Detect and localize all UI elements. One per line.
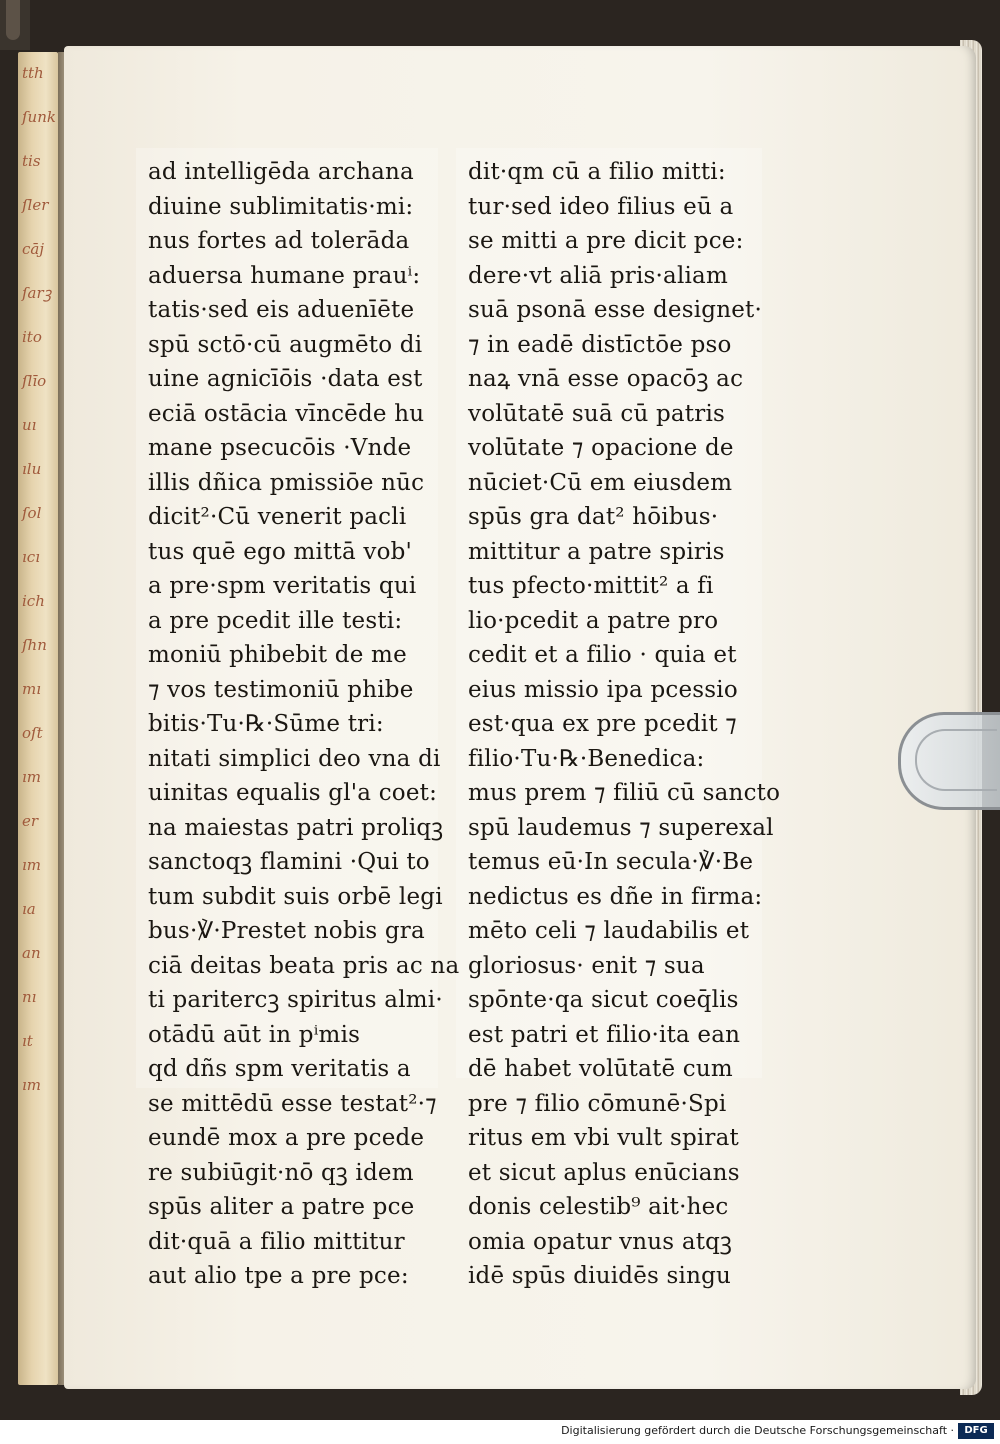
text-line: temus eū·In secula·℣·Be	[468, 849, 754, 875]
text-line: tatis·sed eis aduenīēte	[148, 297, 415, 323]
bookmark-clip	[898, 712, 1000, 810]
text-line: est patri et filio·ita ean	[468, 1021, 741, 1048]
text-line: uinitas equalis gl'a coet:	[148, 780, 438, 806]
text-line: ritus em vbi vult spirat	[468, 1125, 739, 1151]
strip-fragment: ıt	[22, 1032, 33, 1050]
text-line: sanctoqꝫ flamini ·Qui to	[148, 849, 430, 875]
text-line: dē habet volūtatē cum	[468, 1056, 733, 1082]
text-line: dere·vt aliā pris·aliam	[468, 262, 728, 289]
dfg-logo: DFG	[958, 1423, 994, 1439]
text-line: nus fortes ad tolerāda	[148, 228, 410, 254]
previous-page-edge	[18, 52, 58, 1385]
text-line: cedit et a filio · quia et	[468, 642, 737, 668]
text-line: diuine sublimitatis·mi:	[148, 193, 414, 220]
text-line: nitati simplici deo vna di	[148, 745, 441, 772]
text-line: tum subdit suis orbē legi	[148, 883, 443, 910]
text-line: mus prem ⁊ filiū cū sancto	[468, 780, 781, 806]
text-line: ti paritercꝫ spiritus almi·	[148, 987, 443, 1013]
text-line: ⁊ vos testimoniū phibe	[148, 676, 414, 703]
right-text-column	[468, 155, 781, 1289]
strip-fragment: ſarꝫ	[22, 284, 52, 302]
strip-fragment: ım	[22, 1076, 42, 1094]
text-line: dit·quā a filio mittitur	[148, 1228, 405, 1255]
text-line: tus quē ego mittā vob'	[148, 538, 413, 565]
text-line: spōnte·qa sicut coeq̄lis	[468, 987, 739, 1013]
text-line: donis celestib⁹ ait·hec	[468, 1194, 729, 1220]
text-line: se mitti a pre dicit pce:	[468, 228, 744, 254]
text-line: volūtatē suā cū patris	[468, 400, 726, 427]
text-line: a pre·spm veritatis qui	[148, 573, 417, 599]
text-line: spū sctō·cū augmēto di	[148, 331, 423, 358]
strip-fragment: ito	[22, 328, 42, 346]
text-line: naꝝ vnā esse opacōꝫ ac	[468, 366, 744, 392]
text-line: dit·qm cū a filio mitti:	[468, 159, 726, 185]
text-line: gloriosus· enit ⁊ sua	[468, 952, 705, 979]
strip-fragment: uı	[22, 416, 37, 434]
text-line: volūtate ⁊ opacione de	[468, 435, 734, 461]
text-line: bitis·Tu·℞·Sūme tri:	[148, 711, 384, 737]
text-line: re subiūgit·nō qꝫ idem	[148, 1159, 414, 1186]
text-line: filio·Tu·℞·Benedica:	[468, 745, 705, 772]
bookmark-clip-inner	[915, 729, 997, 791]
text-line: mane psecucōis ·Vnde	[148, 435, 412, 461]
text-line: omia opatur vnus atqꝫ	[468, 1228, 733, 1255]
strip-fragment: ıa	[22, 900, 36, 918]
text-line: eius missio ipa pcessio	[468, 676, 738, 703]
strip-fragment: ich	[22, 592, 45, 610]
strip-fragment: mı	[22, 680, 42, 698]
text-line: nūciet·Cū em eiusdem	[468, 469, 733, 496]
strip-fragment: an	[22, 944, 41, 962]
funding-credit: Digitalisierung gefördert durch die Deutsche Forschungsgemeinschaft ·	[561, 1424, 954, 1437]
binding-corner	[0, 0, 30, 50]
text-line: tus pfecto·mittit² a fi	[468, 573, 714, 599]
strip-fragment: ıcı	[22, 548, 40, 566]
strip-fragment: nı	[22, 988, 37, 1006]
strip-fragment: ſol	[22, 504, 42, 522]
strip-fragment: oſt	[22, 724, 43, 742]
strip-fragment: tth	[22, 64, 44, 82]
text-line: et sicut aplus enūcians	[468, 1159, 740, 1186]
text-line: aduersa humane prauⁱ:	[148, 262, 421, 289]
text-line: eciā ostācia vīncēde hu	[148, 400, 425, 427]
strip-fragment: tis	[22, 152, 41, 170]
text-line: se mittēdū esse testat²·⁊	[148, 1090, 437, 1117]
text-line: est·qua ex pre pcedit ⁊	[468, 711, 737, 737]
text-line: bus·℣·Prestet nobis gra	[148, 918, 425, 944]
text-line: suā psonā esse designet·	[468, 297, 762, 323]
text-line: ciā deitas beata pris ac na	[148, 952, 460, 979]
text-line: pre ⁊ filio cōmunē·Spi	[468, 1090, 727, 1117]
text-line: ⁊ in eadē distīctōe pso	[468, 331, 732, 358]
text-line: illis dñica pmissiōe nūc	[148, 469, 425, 496]
text-line: tur·sed ideo filius eū a	[468, 193, 734, 220]
text-line: otādū aūt in pⁱmis	[148, 1021, 361, 1048]
text-line: moniū phibebit de me	[148, 642, 407, 668]
text-line: mēto celi ⁊ laudabilis et	[468, 918, 750, 944]
text-line: qd dñs spm veritatis a	[148, 1056, 411, 1082]
strip-fragment: ſlīo	[22, 372, 47, 390]
strip-fragment: cāj	[22, 240, 44, 258]
strip-fragment: ſhn	[22, 636, 47, 654]
text-line: spūs aliter a patre pce	[148, 1194, 415, 1220]
text-line: nedictus es dñe in firma:	[468, 883, 763, 910]
text-line: uine agnicīōis ·data est	[148, 366, 423, 392]
text-line: na maiestas patri proliqꝫ	[148, 814, 444, 841]
strip-fragment: ım	[22, 856, 42, 874]
strip-fragment: er	[22, 812, 39, 830]
text-line: spūs gra dat² hōibus·	[468, 504, 719, 530]
text-line: idē spūs diuidēs singu	[468, 1263, 732, 1289]
text-line: aut alio tpe a pre pce:	[148, 1263, 409, 1289]
left-text-column	[148, 155, 460, 1289]
strip-fragment: ſler	[22, 196, 49, 214]
text-line: ad intelligēda archana	[148, 159, 414, 185]
text-line: eundē mox a pre pcede	[148, 1125, 425, 1151]
text-line: dicit²·Cū venerit pacli	[148, 504, 407, 530]
text-line: a pre pcedit ille testi:	[148, 607, 403, 634]
strip-fragment: ılu	[22, 460, 42, 478]
strip-fragment: ım	[22, 768, 42, 786]
text-line: mittitur a patre spiris	[468, 538, 725, 565]
text-line: spū laudemus ⁊ superexal	[468, 814, 774, 841]
strip-fragment: ſunk	[22, 108, 56, 126]
text-line: lio·pcedit a patre pro	[468, 607, 719, 634]
